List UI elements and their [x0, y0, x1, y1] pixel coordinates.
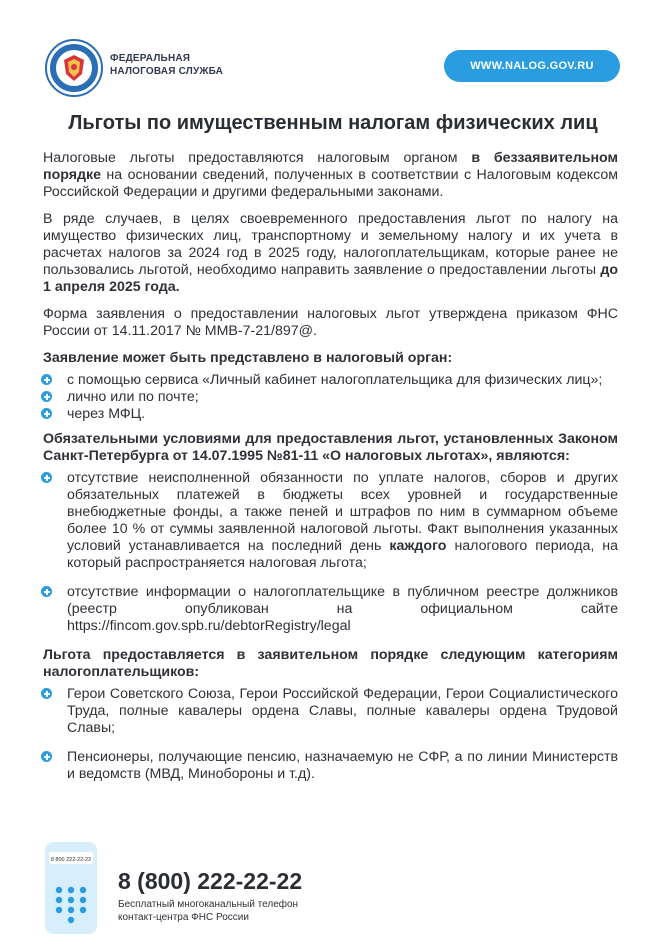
main-content	[43, 150, 618, 795]
paragraph-2	[43, 211, 618, 296]
paragraph-1-text-c: на основании сведений, полученных в соответствии с Налоговым кодексом Российской Федерации и другими федеральными законами.	[43, 167, 618, 200]
org-name	[110, 52, 223, 78]
plus-circle-icon	[41, 472, 52, 483]
list-item-text: Герои Советского Союза, Герои Российской Федерации, Герои Социалистического Труда, полные кавалеры ордена Славы, полные кавалеры ордена Трудовой Славы;	[67, 686, 618, 736]
paragraph-1	[43, 150, 618, 201]
paragraph-3: Форма заявления о предоставлении налоговых льгот утверждена приказом ФНС России от 14.11.2017 № ММВ-7-21/897@.	[43, 306, 618, 339]
list-item	[43, 372, 618, 389]
org-name-line2: НАЛОГОВАЯ СЛУЖБА	[110, 66, 224, 77]
phone-screen-text: 8 800 222-22-22	[50, 857, 92, 863]
list-item-text: лично или по почте;	[67, 389, 199, 405]
hotline-phone-number: 8 (800) 222-22-22	[118, 868, 303, 894]
section-3-heading: Льгота предоставляется в заявительном порядке следующим категориям налогоплательщиков:	[43, 647, 618, 680]
list-item	[43, 584, 618, 635]
plus-circle-icon	[41, 688, 52, 699]
list-item	[43, 686, 618, 737]
plus-circle-icon	[41, 586, 52, 597]
section-3-list	[43, 686, 618, 783]
org-name-line1: ФЕДЕРАЛЬНАЯ	[110, 53, 191, 64]
section-2-heading: Обязательными условиями для предоставления льгот, установленных Законом Санкт-Петербурга от 14.07.1995 №81-11 «О налоговых льготах», являются:	[43, 431, 618, 464]
list-item-text: Пенсионеры, получающие пенсию, назначаемую не СФР, а по линии Министерств и ведомств (МВД, Минобороны и т.д).	[67, 749, 618, 782]
plus-circle-icon	[41, 408, 52, 419]
section-1-list	[43, 372, 618, 423]
paragraph-1-bold: в беззаявительном порядке	[43, 150, 618, 183]
hotline-caption	[118, 898, 298, 924]
plus-circle-icon	[41, 751, 52, 762]
phone-icon	[45, 842, 97, 934]
list-item	[43, 470, 618, 572]
site-link-button[interactable]: WWW.NALOG.GOV.RU	[444, 50, 620, 82]
list-item	[43, 749, 618, 783]
fns-emblem-icon	[44, 38, 104, 98]
header	[0, 0, 646, 100]
list-item-text-c: налогового периода, на который распространяется налоговая льгота;	[67, 538, 618, 571]
list-item	[43, 406, 618, 423]
hotline-caption-line2: контакт-центра ФНС России	[118, 912, 249, 923]
plus-circle-icon	[41, 374, 52, 385]
footer	[0, 832, 646, 946]
paragraph-1-text-a: Налоговые льготы предоставляются налоговым органом	[43, 150, 472, 166]
page-title: Льготы по имущественным налогам физических лиц	[68, 112, 598, 134]
list-item-text: отсутствие информации о налогоплательщике в публичном реестре должников (реестр опубликован на официальном сайте https://fincom.gov.spb.ru/debtorRegistry/legal	[67, 584, 618, 634]
list-item-text: с помощью сервиса «Личный кабинет налогоплательщика для физических лиц»;	[67, 372, 603, 388]
list-item-bold: каждого	[389, 538, 447, 554]
list-item-text-a: отсутствие неисполненной обязанности по уплате налогов, сборов и других обязательных платежей в бюджеты всех уровней и государственные внебюджетные фонды, а также пеней и штрафов по ним в суммарном объеме более 10 % от суммы заявленной налоговой льготы. Факт выполнения указанных условий устанавливается на последний день	[67, 470, 618, 554]
list-item	[43, 389, 618, 406]
paragraph-2-deadline: до 1 апреля 2025 года.	[43, 262, 618, 295]
plus-circle-icon	[41, 391, 52, 402]
list-item-text: через МФЦ.	[67, 406, 146, 422]
section-2-list	[43, 470, 618, 635]
section-1-heading: Заявление может быть представлено в налоговый орган:	[43, 350, 453, 366]
paragraph-2-text-a: В ряде случаев, в целях своевременного предоставления льгот по налогу на имущество физических лиц, транспортному и земельному налогу и их учета в расчетах налогов за 2024 год в 2025 году, налогоплательщикам, которые ранее не пользовались льготой, необходимо направить заявление о предоставлении льготы	[43, 211, 618, 278]
hotline-caption-line1: Бесплатный многоканальный телефон	[118, 899, 299, 910]
